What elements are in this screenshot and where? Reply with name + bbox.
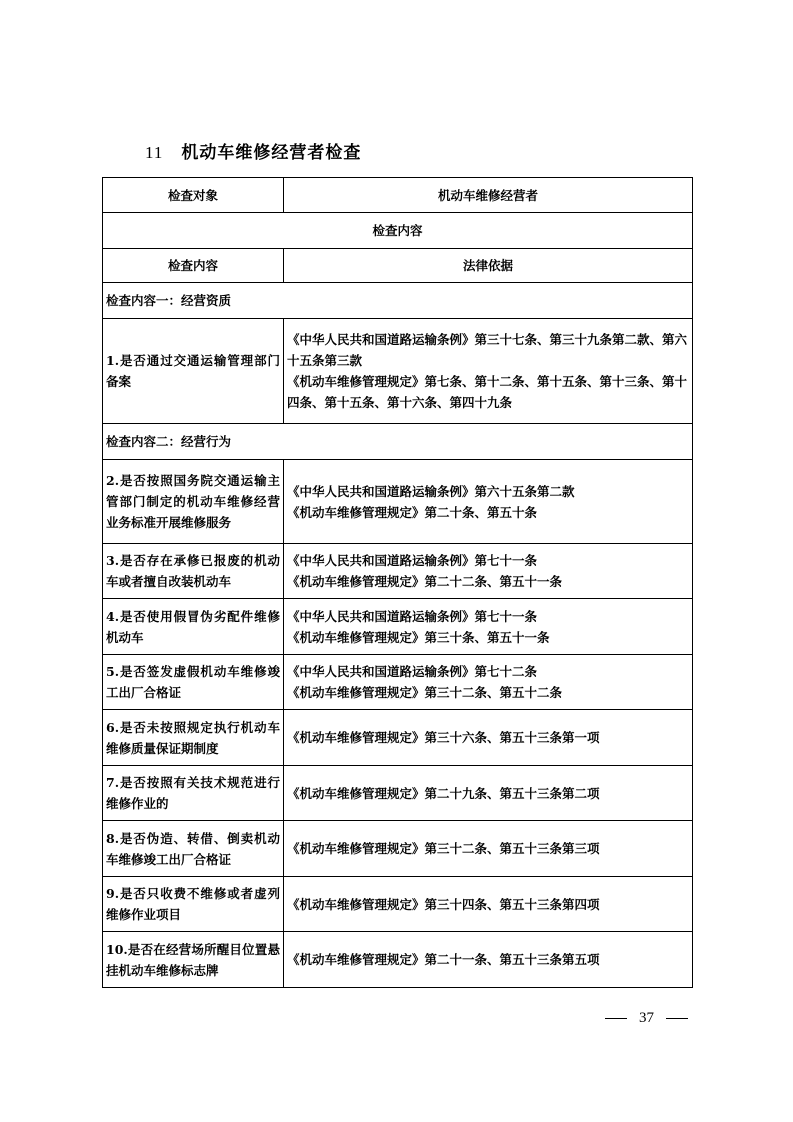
table-row — [103, 821, 693, 877]
section-title — [145, 138, 361, 163]
basis-line: 《机动车维修管理规定》第二十条、第五十条 — [287, 504, 538, 520]
basis-cell — [284, 460, 693, 544]
basis-line: 《机动车维修管理规定》第七条、第十二条、第十五条、第十三条、第十四条、第十五条、第十六条、第四十九条 — [287, 374, 688, 410]
basis-line: 《机动车维修管理规定》第三十六条、第五十三条第一项 — [287, 730, 600, 745]
page-number: 37 — [639, 1010, 654, 1026]
question-cell: 3.是否存在承修已报废的机动车或者擅自改装机动车 — [103, 544, 284, 599]
basis-cell — [284, 821, 693, 877]
basis-cell — [284, 655, 693, 710]
basis-line: 《中华人民共和国道路运输条例》第七十一条 — [287, 608, 538, 624]
basis-line: 《中华人民共和国道路运输条例》第六十五条第二款 — [287, 483, 575, 499]
content-label-cell: 检查内容 — [103, 213, 693, 249]
question-cell: 8.是否伪造、转借、倒卖机动车维修竣工出厂合格证 — [103, 821, 284, 877]
question-cell: 1.是否通过交通运输管理部门备案 — [103, 319, 284, 424]
left-dash — [605, 1018, 627, 1019]
basis-line: 《机动车维修管理规定》第三十二条、第五十三条第三项 — [287, 841, 600, 856]
table-row — [103, 249, 693, 283]
group-header-cell: 检查内容二：经营行为 — [103, 424, 693, 460]
basis-cell — [284, 544, 693, 599]
basis-cell — [284, 599, 693, 655]
basis-line: 《中华人民共和国道路运输条例》第七十二条 — [287, 664, 538, 679]
basis-line: 《机动车维修管理规定》第二十二条、第五十一条 — [287, 574, 563, 589]
table-row — [103, 213, 693, 249]
right-dash — [666, 1018, 688, 1019]
basis-line: 《机动车维修管理规定》第二十九条、第五十三条第二项 — [287, 785, 600, 801]
section-title-text: 机动车维修经营者检查 — [181, 143, 362, 163]
table-row — [103, 766, 693, 821]
basis-line: 《机动车维修管理规定》第三十四条、第五十三条第四项 — [287, 896, 600, 912]
table-row — [103, 178, 693, 213]
question-cell: 2.是否按照国务院交通运输主管部门制定的机动车维修经营业务标准开展维修服务 — [103, 460, 284, 544]
table-row — [103, 710, 693, 766]
basis-cell — [284, 877, 693, 932]
column-header-content: 检查内容 — [103, 249, 284, 283]
table-row — [103, 283, 693, 319]
table-row — [103, 877, 693, 932]
page-footer — [593, 1010, 700, 1027]
basis-cell — [284, 710, 693, 766]
question-cell: 4.是否使用假冒伪劣配件维修机动车 — [103, 599, 284, 655]
basis-line: 《中华人民共和国道路运输条例》第三十七条、第三十九条第二款、第六十五条第三款 — [287, 332, 688, 368]
object-value-cell: 机动车维修经营者 — [284, 178, 693, 213]
basis-line: 《机动车维修管理规定》第二十一条、第五十三条第五项 — [287, 952, 600, 967]
question-cell: 5.是否签发虚假机动车维修竣工出厂合格证 — [103, 655, 284, 710]
group-header-cell: 检查内容一：经营资质 — [103, 283, 693, 319]
basis-cell — [284, 932, 693, 988]
basis-line: 《机动车维修管理规定》第三十二条、第五十二条 — [287, 685, 563, 700]
basis-line: 《机动车维修管理规定》第三十条、第五十一条 — [287, 629, 550, 645]
table-row — [103, 424, 693, 460]
question-cell: 7.是否按照有关技术规范进行维修作业的 — [103, 766, 284, 821]
table-row — [103, 319, 693, 424]
table-row — [103, 932, 693, 988]
question-cell: 6.是否未按照规定执行机动车维修质量保证期制度 — [103, 710, 284, 766]
inspection-table — [102, 177, 693, 988]
question-cell: 10.是否在经营场所醒目位置悬挂机动车维修标志牌 — [103, 932, 284, 988]
basis-cell — [284, 766, 693, 821]
basis-cell — [284, 319, 693, 424]
table-row — [103, 599, 693, 655]
basis-line: 《中华人民共和国道路运输条例》第七十一条 — [287, 553, 538, 568]
section-number: 11 — [145, 143, 164, 162]
table-row — [103, 544, 693, 599]
table-row — [103, 655, 693, 710]
object-label-cell: 检查对象 — [103, 178, 284, 213]
question-cell: 9.是否只收费不维修或者虚列维修作业项目 — [103, 877, 284, 932]
column-header-basis: 法律依据 — [284, 249, 693, 283]
table-row — [103, 460, 693, 544]
